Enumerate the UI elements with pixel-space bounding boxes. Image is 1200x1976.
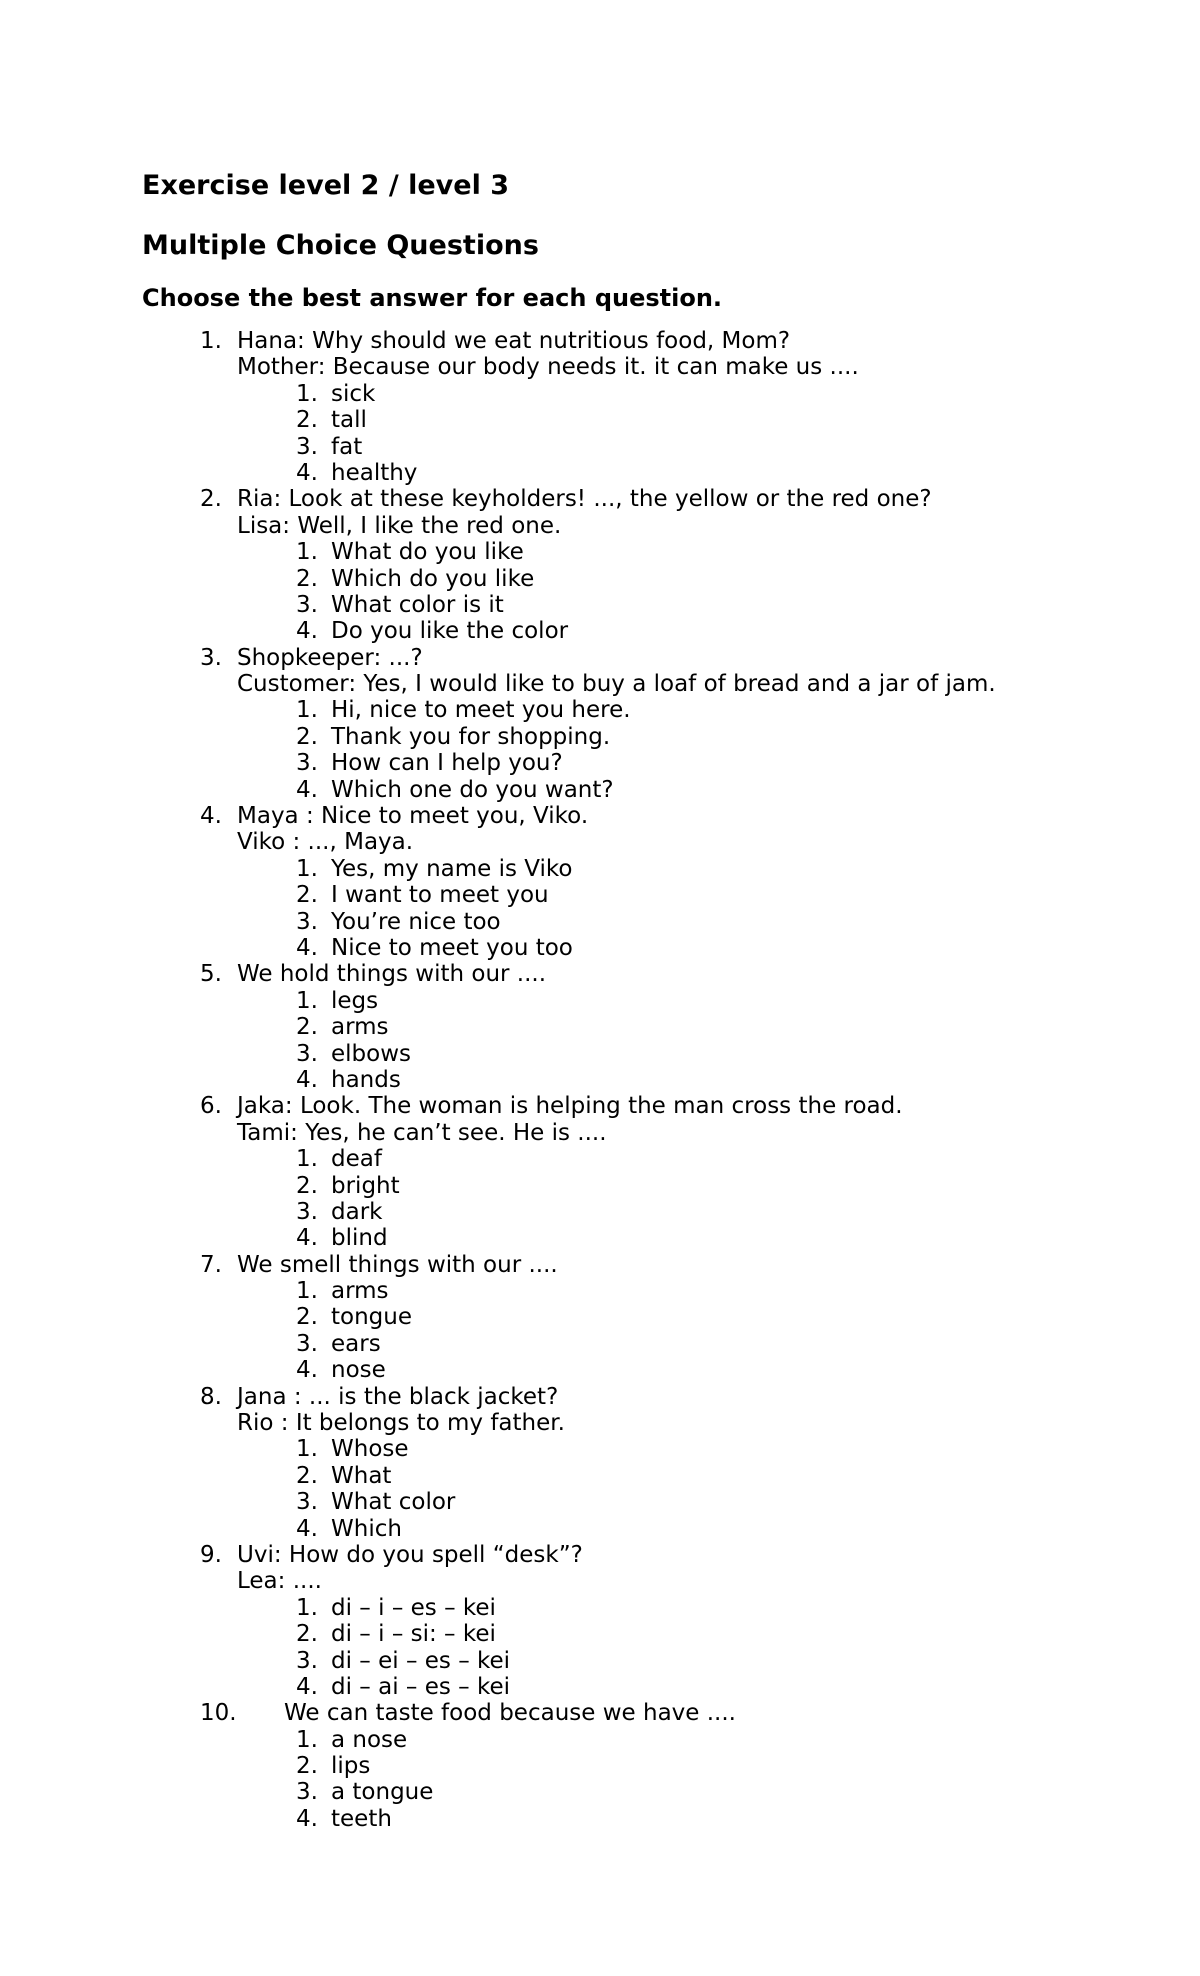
question-text: Lisa: Well, I like the red one. xyxy=(237,512,562,539)
answer-option xyxy=(0,1674,1200,1700)
option-number: 1. xyxy=(296,1278,318,1305)
option-number: 3. xyxy=(296,591,318,618)
question-item xyxy=(0,1542,1200,1700)
question-number: 9. xyxy=(200,1541,222,1568)
option-text: arms xyxy=(331,1014,389,1041)
option-number: 1. xyxy=(296,855,318,882)
answer-option xyxy=(0,697,1200,723)
question-item xyxy=(0,328,1200,486)
answer-option xyxy=(0,1225,1200,1251)
question-number: 1. xyxy=(200,328,222,354)
option-number: 2. xyxy=(296,1462,318,1489)
instruction-text: Choose the best answer for each question. xyxy=(142,284,723,312)
option-text: nose xyxy=(331,1357,386,1384)
answer-option xyxy=(0,777,1200,803)
question-number: 8. xyxy=(200,1383,222,1410)
option-number: 3. xyxy=(296,1647,318,1674)
question-number: 7. xyxy=(200,1251,222,1278)
option-number: 2. xyxy=(296,1753,318,1780)
option-text: Which one do you want? xyxy=(331,776,614,803)
answer-option xyxy=(0,909,1200,935)
option-number: 2. xyxy=(296,882,318,909)
option-text: di – ei – es – kei xyxy=(331,1647,511,1674)
question-text: We hold things with our .... xyxy=(237,961,547,988)
answer-option xyxy=(0,882,1200,908)
question-item xyxy=(0,803,1200,961)
option-text: di – ai – es – kei xyxy=(331,1673,511,1700)
option-text: arms xyxy=(331,1278,389,1305)
option-number: 3. xyxy=(296,908,318,935)
option-text: dark xyxy=(331,1198,383,1225)
option-text: hands xyxy=(331,1066,401,1093)
option-text: What xyxy=(331,1462,392,1489)
option-text: Nice to meet you too xyxy=(331,934,573,961)
question-text: Rio : It belongs to my father. xyxy=(237,1410,565,1437)
question-number: 4. xyxy=(200,803,222,830)
option-number: 3. xyxy=(296,1040,318,1067)
question-item xyxy=(0,1384,1200,1542)
option-number: 2. xyxy=(296,565,318,592)
question-line-continued xyxy=(0,513,1200,539)
option-text: lips xyxy=(331,1753,371,1780)
option-number: 3. xyxy=(296,750,318,777)
answer-option xyxy=(0,856,1200,882)
question-line xyxy=(0,328,1200,354)
question-line xyxy=(0,645,1200,671)
option-text: di – i – es – kei xyxy=(331,1594,496,1621)
question-item xyxy=(0,1700,1200,1832)
option-number: 4. xyxy=(296,1357,318,1384)
option-text: fat xyxy=(331,433,363,460)
option-text: deaf xyxy=(331,1146,382,1173)
option-number: 2. xyxy=(296,1014,318,1041)
option-number: 1. xyxy=(296,987,318,1014)
answer-option xyxy=(0,1648,1200,1674)
option-text: sick xyxy=(331,380,376,407)
option-number: 1. xyxy=(296,1436,318,1463)
option-text: a nose xyxy=(331,1726,408,1753)
option-number: 1. xyxy=(296,380,318,407)
answer-option xyxy=(0,1173,1200,1199)
option-number: 3. xyxy=(296,1489,318,1516)
option-number: 4. xyxy=(296,1225,318,1252)
option-number: 3. xyxy=(296,1330,318,1357)
question-text: Shopkeeper: ...? xyxy=(237,644,423,671)
option-number: 2. xyxy=(296,1172,318,1199)
question-line-continued xyxy=(0,1120,1200,1146)
option-number: 2. xyxy=(296,407,318,434)
question-number: 3. xyxy=(200,644,222,671)
question-list xyxy=(0,328,1200,1832)
question-line xyxy=(0,1384,1200,1410)
question-number: 6. xyxy=(200,1093,222,1120)
question-line xyxy=(0,1093,1200,1119)
question-line-continued xyxy=(0,354,1200,380)
answer-option xyxy=(0,1199,1200,1225)
option-number: 4. xyxy=(296,459,318,486)
option-text: You’re nice too xyxy=(331,908,501,935)
question-item xyxy=(0,1252,1200,1384)
option-number: 4. xyxy=(296,1515,318,1542)
answer-option xyxy=(0,618,1200,644)
option-text: ears xyxy=(331,1330,381,1357)
answer-option xyxy=(0,1041,1200,1067)
option-number: 4. xyxy=(296,1805,318,1832)
option-text: Whose xyxy=(331,1436,409,1463)
option-text: I want to meet you xyxy=(331,882,549,909)
question-text: We can taste food because we have .... xyxy=(284,1700,736,1727)
question-line xyxy=(0,1542,1200,1568)
answer-option xyxy=(0,724,1200,750)
question-text: We smell things with our .... xyxy=(237,1251,558,1278)
document-title: Exercise level 2 / level 3 xyxy=(142,170,510,201)
answer-option xyxy=(0,1067,1200,1093)
option-text: di – i – si: – kei xyxy=(331,1621,496,1648)
option-text: bright xyxy=(331,1172,400,1199)
option-text: legs xyxy=(331,987,379,1014)
option-text: Which xyxy=(331,1515,402,1542)
option-number: 3. xyxy=(296,1779,318,1806)
answer-option xyxy=(0,1779,1200,1805)
answer-option xyxy=(0,592,1200,618)
answer-option xyxy=(0,1436,1200,1462)
option-number: 1. xyxy=(296,697,318,724)
option-number: 2. xyxy=(296,1304,318,1331)
question-text: Mother: Because our body needs it. it can make us .... xyxy=(237,354,859,381)
question-text: Customer: Yes, I would like to buy a loaf of bread and a jar of jam. xyxy=(237,671,996,698)
option-text: a tongue xyxy=(331,1779,434,1806)
answer-option xyxy=(0,1727,1200,1753)
question-item xyxy=(0,645,1200,803)
question-line xyxy=(0,803,1200,829)
question-line-continued xyxy=(0,671,1200,697)
question-item xyxy=(0,1093,1200,1251)
option-text: tongue xyxy=(331,1304,412,1331)
answer-option xyxy=(0,1357,1200,1383)
option-text: Yes, my name is Viko xyxy=(331,855,573,882)
question-line xyxy=(0,961,1200,987)
option-text: tall xyxy=(331,407,367,434)
question-text: Hana: Why should we eat nutritious food, Mom? xyxy=(237,328,791,354)
question-text: Jaka: Look. The woman is helping the man cross the road. xyxy=(237,1093,903,1120)
answer-option xyxy=(0,434,1200,460)
answer-option xyxy=(0,1146,1200,1172)
answer-option xyxy=(0,1278,1200,1304)
option-text: teeth xyxy=(331,1805,392,1832)
option-text: What do you like xyxy=(331,539,524,566)
question-text: Lea: .... xyxy=(237,1568,322,1595)
answer-option xyxy=(0,1806,1200,1832)
option-text: Thank you for shopping. xyxy=(331,723,611,750)
option-number: 2. xyxy=(296,1621,318,1648)
option-number: 4. xyxy=(296,618,318,645)
question-text: Tami: Yes, he can’t see. He is .... xyxy=(237,1119,607,1146)
option-number: 4. xyxy=(296,1673,318,1700)
answer-option xyxy=(0,566,1200,592)
question-line xyxy=(0,1252,1200,1278)
option-text: Do you like the color xyxy=(331,618,569,645)
question-number: 5. xyxy=(200,961,222,988)
answer-option xyxy=(0,1753,1200,1779)
answer-option xyxy=(0,1331,1200,1357)
option-text: What color is it xyxy=(331,591,504,618)
option-number: 4. xyxy=(296,1066,318,1093)
option-number: 4. xyxy=(296,776,318,803)
answer-option xyxy=(0,1516,1200,1542)
answer-option xyxy=(0,1489,1200,1515)
question-line xyxy=(0,486,1200,512)
answer-option xyxy=(0,988,1200,1014)
answer-option xyxy=(0,1463,1200,1489)
option-text: Which do you like xyxy=(331,565,535,592)
question-line-continued xyxy=(0,829,1200,855)
option-number: 1. xyxy=(296,1594,318,1621)
answer-option xyxy=(0,539,1200,565)
option-text: What color xyxy=(331,1489,456,1516)
option-number: 4. xyxy=(296,934,318,961)
question-item xyxy=(0,486,1200,644)
option-text: Hi, nice to meet you here. xyxy=(331,697,631,724)
question-text: Uvi: How do you spell “desk”? xyxy=(237,1541,583,1568)
answer-option xyxy=(0,1304,1200,1330)
question-text: Jana : ... is the black jacket? xyxy=(237,1383,559,1410)
option-text: healthy xyxy=(331,459,418,486)
option-text: elbows xyxy=(331,1040,412,1067)
question-number: 10. xyxy=(200,1700,237,1727)
answer-option xyxy=(0,1014,1200,1040)
option-number: 1. xyxy=(296,1726,318,1753)
answer-option xyxy=(0,1595,1200,1621)
option-number: 3. xyxy=(296,1198,318,1225)
question-item xyxy=(0,961,1200,1093)
option-text: blind xyxy=(331,1225,388,1252)
option-number: 3. xyxy=(296,433,318,460)
question-number: 2. xyxy=(200,486,222,513)
option-number: 2. xyxy=(296,723,318,750)
answer-option xyxy=(0,407,1200,433)
option-text: How can I help you? xyxy=(331,750,563,777)
question-text: Viko : ..., Maya. xyxy=(237,829,414,856)
answer-option xyxy=(0,381,1200,407)
question-text: Ria: Look at these keyholders! ..., the yellow or the red one? xyxy=(237,486,932,513)
question-line xyxy=(0,1700,1200,1726)
option-number: 1. xyxy=(296,1146,318,1173)
question-line-continued xyxy=(0,1568,1200,1594)
question-text: Maya : Nice to meet you, Viko. xyxy=(237,803,589,830)
question-line-continued xyxy=(0,1410,1200,1436)
option-number: 1. xyxy=(296,539,318,566)
answer-option xyxy=(0,750,1200,776)
answer-option xyxy=(0,460,1200,486)
answer-option xyxy=(0,935,1200,961)
document-subtitle: Multiple Choice Questions xyxy=(142,230,539,261)
answer-option xyxy=(0,1621,1200,1647)
